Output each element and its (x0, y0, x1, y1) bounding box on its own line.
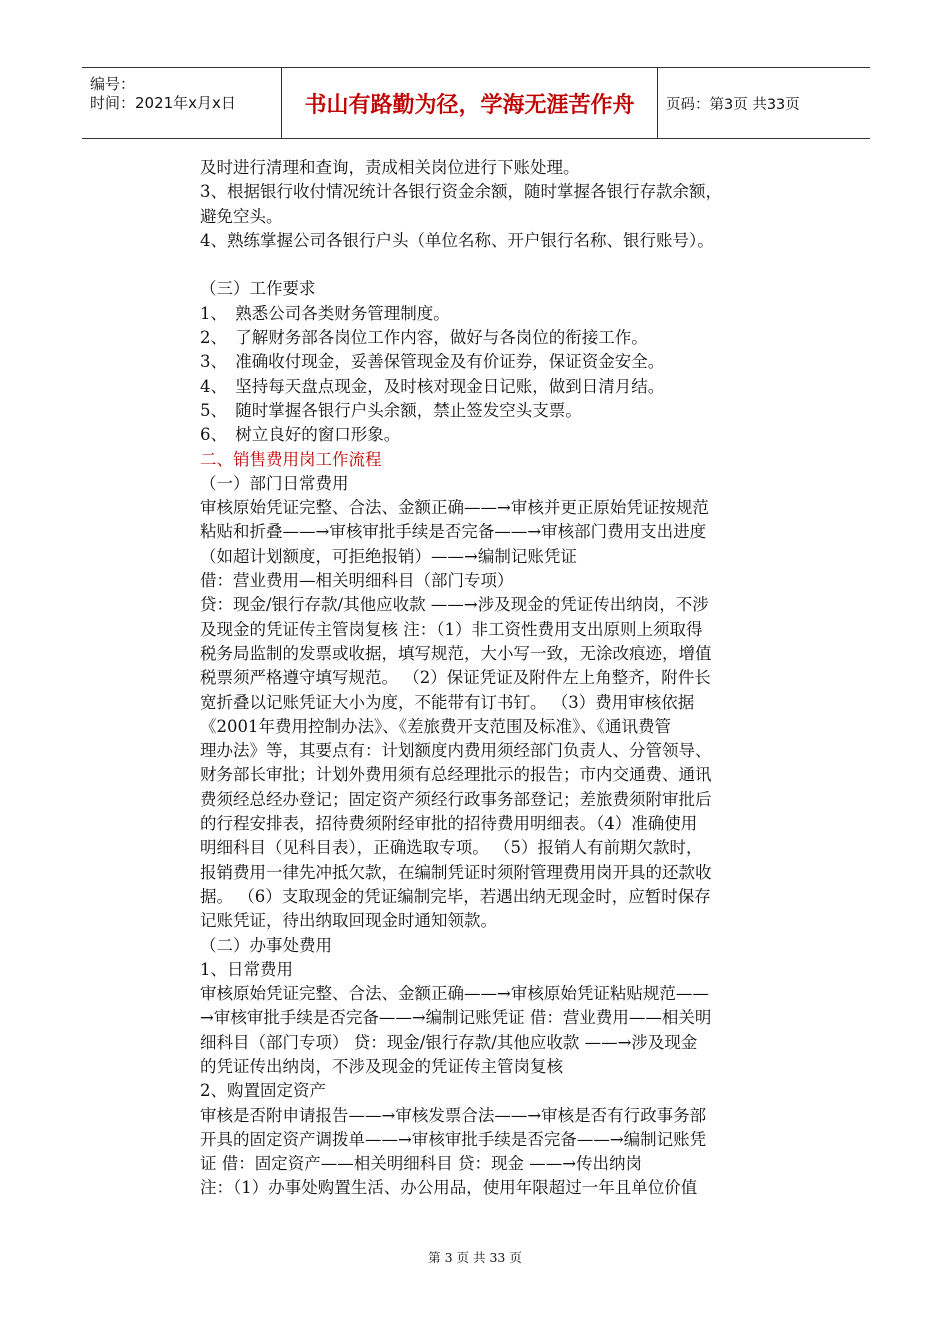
section-heading: （三）工作要求 (200, 279, 316, 299)
body-line: 宽折叠以记账凭证大小为度，不能带有订书钉。 （3）费用审核依据 (200, 692, 695, 712)
body-line: 粘贴和折叠——→审核审批手续是否完备——→审核部门费用支出进度 (200, 522, 707, 542)
header-page-info: 页码：第3页 共33页 (666, 96, 800, 113)
requirement-item: 1、 熟悉公司各类财务管理制度。 (200, 303, 450, 323)
body-line: 细科目（部门专项） 贷：现金/银行存款/其他应收款 ——→涉及现金 (200, 1032, 698, 1052)
body-line: 报销费用一律先冲抵欠款，在编制凭证时须附管理费用岗开具的还款收 (200, 862, 712, 882)
body-line: 4、熟练掌握公司各银行户头（单位名称、开户银行名称、银行账号）。 (200, 230, 714, 250)
requirement-item: 5、 随时掌握各银行户头余额，禁止签发空头支票。 (200, 400, 582, 420)
chapter-heading: 二、销售费用岗工作流程 (200, 449, 382, 469)
requirement-item: 6、 树立良好的窗口形象。 (200, 425, 401, 445)
page-header (82, 67, 870, 139)
body-line: 贷：现金/银行存款/其他应收款 ——→涉及现金的凭证传出纳岗，不涉 (200, 595, 709, 615)
blank-line (200, 253, 810, 277)
document-time-label: 时间：2021年x月x日 (90, 94, 236, 112)
body-line: 审核是否附申请报告——→审核发票合法——→审核是否有行政事务部 (200, 1105, 707, 1125)
requirement-item: 4、 坚持每天盘点现金，及时核对现金日记账，做到日清月结。 (200, 376, 665, 396)
body-line: 税务局监制的发票或收据，填写规范，大小写一致，无涂改痕迹，增值 (200, 643, 712, 663)
page-footer: 第 3 页 共 33 页 (428, 1250, 522, 1265)
body-line: 的凭证传出纳岗，不涉及现金的凭证传主管岗复核 (200, 1056, 563, 1076)
body-line: 审核原始凭证完整、合法、金额正确——→审核并更正原始凭证按规范 (200, 498, 709, 518)
body-line: 开具的固定资产调拨单——→审核审批手续是否完备——→编制记账凭 (200, 1129, 707, 1149)
header-meta-cell (82, 68, 282, 138)
document-body (200, 156, 810, 1201)
requirement-item: 3、 准确收付现金，妥善保管现金及有价证券，保证资金安全。 (200, 352, 665, 372)
body-line: 的行程安排表，招待费须附经审批的招待费用明细表。（4）准确使用 (200, 814, 698, 834)
body-line: 财务部长审批；计划外费用须有总经理批示的报告；市内交通费、通讯 (200, 765, 712, 785)
subsection-heading: 1、日常费用 (200, 959, 293, 979)
section-heading: （一）部门日常费用 (200, 473, 349, 493)
section-heading: （二）办事处费用 (200, 935, 332, 955)
body-line: 据。 （6）支取现金的凭证编制完毕，若遇出纳无现金时，应暂时保存 (200, 886, 711, 906)
header-motto: 书山有路勤为径，学海无涯苦作舟 (282, 68, 658, 138)
body-line: 审核原始凭证完整、合法、金额正确——→审核原始凭证粘贴规范—— (200, 984, 709, 1004)
subsection-heading: 2、购置固定资产 (200, 1081, 326, 1101)
body-line: 明细科目（见科目表），正确选取专项。 （5）报销人有前期欠款时， (200, 838, 703, 858)
body-line: 记账凭证，待出纳取回现金时通知领款。 (200, 911, 497, 931)
body-line: 费须经总经办登记；固定资产须经行政事务部登记；差旅费须附审批后 (200, 789, 712, 809)
body-line: 及现金的凭证传主管岗复核 注：（1）非工资性费用支出原则上须取得 (200, 619, 703, 639)
requirement-item: 2、 了解财务部各岗位工作内容，做好与各岗位的衔接工作。 (200, 328, 648, 348)
body-line: 《2001年费用控制办法》、《差旅费开支范围及标准》、《通讯费管 (200, 716, 671, 736)
body-line: 证 借：固定资产——相关明细科目 贷：现金 ——→传出纳岗 (200, 1154, 643, 1174)
body-line: 注：（1）办事处购置生活、办公用品，使用年限超过一年且单位价值 (200, 1178, 698, 1198)
body-line: →审核审批手续是否完备——→编制记账凭证 借：营业费用——相关明 (200, 1008, 712, 1028)
body-line: 借：营业费用—相关明细科目（部门专项） (200, 571, 514, 591)
document-number-label: 编号： (90, 75, 136, 93)
body-line: 避免空头。 (200, 206, 283, 226)
body-line: （如超计划额度，可拒绝报销）——→编制记账凭证 (200, 546, 577, 566)
body-line: 3、根据银行收付情况统计各银行资金余额，随时掌握各银行存款余额， (200, 182, 722, 202)
body-line: 税票须严格遵守填写规范。 （2）保证凭证及附件左上角整齐，附件长 (200, 668, 711, 688)
body-line: 理办法》等，其要点有：计划额度内费用须经部门负责人、分管领导、 (200, 741, 712, 761)
body-line: 及时进行清理和查询，责成相关岗位进行下账处理。 (200, 158, 580, 177)
